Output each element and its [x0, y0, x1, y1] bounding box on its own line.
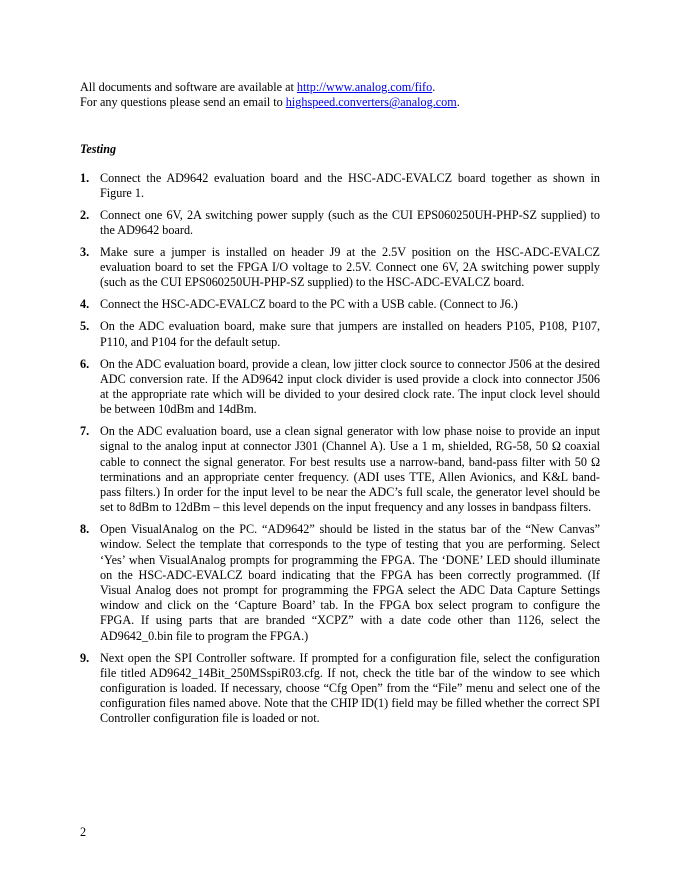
intro-availability-line	[80, 80, 600, 95]
step-item	[80, 424, 600, 515]
intro-contact-line	[80, 95, 600, 110]
testing-steps-list	[80, 171, 600, 727]
step-text: Connect the AD9642 evaluation board and the HSC-ADC-EVALCZ board together as shown in Figure 1.	[100, 170, 600, 200]
step-item	[80, 357, 600, 418]
step-item	[80, 319, 600, 349]
step-text: Make sure a jumper is installed on header J9 at the 2.5V position on the HSC-ADC-EVALCZ evaluation board to set the FPGA I/O voltage to 2.5V. Connect one 6V, 2A switching power supply (such as the CUI EPS060250UH-PHP-SZ supplied) to the HSC-ADC-EVALCZ board.	[100, 245, 600, 290]
step-number: 8.	[80, 522, 90, 537]
step-text: Connect the HSC-ADC-EVALCZ board to the PC with a USB cable. (Connect to J6.)	[100, 297, 518, 312]
step-number: 3.	[80, 245, 90, 260]
document-page	[80, 80, 600, 733]
step-text: Next open the SPI Controller software. If prompted for a configuration file, select the configuration file titled AD9642_14Bit_250MSspiR03.cfg. If not, check the title bar of the window to see which configuration is loaded. If necessary, choose “Cfg Open” from the “File” menu and select one of the configuration files named above. Note that the CHIP ID(1) field may be filled whether the correct SPI Controller configuration file is loaded or not.	[100, 650, 600, 726]
fifo-url-link[interactable]: http://www.analog.com/fifo	[296, 80, 433, 94]
step-number: 6.	[80, 356, 90, 371]
page-number: 2	[80, 825, 87, 839]
step-number: 7.	[80, 424, 90, 439]
step-item	[80, 208, 600, 238]
step-number: 4.	[80, 297, 90, 312]
intro-contact-suffix: .	[456, 95, 460, 110]
step-item	[80, 245, 600, 291]
step-text: On the ADC evaluation board, provide a clean, low jitter clock source to connector J506 at the desired ADC conversion rate. If the AD9642 input clock divider is used provide a clock into connector J506 at the appropriate rate which will be divided to your desired clock rate. The input clock level should be between 10dBm and 14dBm.	[100, 356, 600, 417]
step-number: 1.	[80, 170, 90, 185]
step-number: 5.	[80, 319, 90, 334]
step-number: 9.	[80, 650, 90, 665]
step-item	[80, 522, 600, 644]
step-text: On the ADC evaluation board, make sure that jumpers are installed on headers P105, P108, P107, P110, and P104 for the default setup.	[100, 319, 600, 349]
step-item	[80, 171, 600, 201]
intro-availability-text: All documents and software are available at	[80, 80, 297, 94]
step-item	[80, 297, 600, 312]
support-email-link[interactable]: highspeed.converters@analog.com	[285, 95, 457, 110]
step-text: On the ADC evaluation board, use a clean signal generator with low phase noise to provide an input signal to the analog input at connector J301 (Channel A). Use a 1 m, shielded, RG-58, 50 Ω coaxial cable to connect the signal generator. For best results use a narrow-band, band-pass filter with 50 Ω terminations and an appropriate center frequency. (ADI uses TTE, Allen Avionics, and K&L band-pass filters.) In order for the input level to be near the ADC’s full scale, the generator level should be set to 8dBm to 12dBm – this level depends on the input frequency and any losses in bandpass filters.	[100, 424, 600, 515]
step-text: Connect one 6V, 2A switching power supply (such as the CUI EPS060250UH-PHP-SZ supplied) to the AD9642 board.	[100, 207, 600, 238]
intro-availability-suffix: .	[432, 80, 436, 94]
step-number: 2.	[80, 207, 90, 222]
step-item	[80, 651, 600, 727]
section-heading-testing: Testing	[80, 142, 117, 157]
intro-contact-text: For any questions please send an email to	[80, 95, 286, 110]
step-text: Open VisualAnalog on the PC. “AD9642” should be listed in the status bar of the “New Canvas” window. Select the template that corresponds to the type of testing that you are performing. Select ‘Yes’ when VisualAnalog prompts for programming the FPGA. The ‘DONE’ LED should illuminate on the HSC-ADC-EVALCZ board indicating that the FPGA has been correctly programmed. (If Visual Analog does not prompt for programming the FPGA select the ADC Data Capture Settings window and click on the ‘Capture Board’ tab. In the FPGA box select program to configure the FPGA. If using parts that are branded “XCPZ” with a date code other than 1126, select the AD9642_0.bin file to program the FPGA.)	[100, 522, 600, 643]
